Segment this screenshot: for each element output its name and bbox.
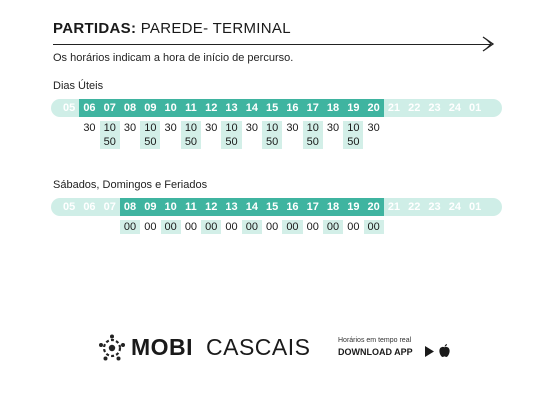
realtime-label: Horários em tempo real — [338, 337, 412, 344]
departure-minute: 30 — [205, 122, 218, 134]
departure-minute: 50 — [100, 135, 120, 149]
hour-cell: 16 — [286, 102, 299, 114]
weekends-hour-bar — [51, 198, 502, 216]
hour-cell: 20 — [367, 201, 380, 213]
chevron-right-icon — [481, 36, 495, 52]
hour-cell: 01 — [469, 102, 482, 114]
hour-cell: 13 — [225, 201, 238, 213]
hour-cell: 09 — [144, 201, 157, 213]
download-app-label[interactable]: DOWNLOAD APP — [338, 347, 413, 357]
hour-cell: 08 — [123, 201, 137, 213]
departure-minute: 00 — [266, 221, 279, 233]
departure-minute: 00 — [242, 220, 262, 234]
departure-minute: 30 — [286, 122, 299, 134]
hour-cell: 17 — [306, 201, 319, 213]
hour-cell: 10 — [164, 102, 177, 114]
departure-minute: 30 — [367, 122, 380, 134]
schedule-note: Os horários indicam a hora de início de percurso. — [53, 52, 294, 64]
hour-cell: 14 — [245, 201, 258, 213]
hour-cell: 16 — [286, 201, 299, 213]
hour-cell: 06 — [83, 201, 96, 213]
departure-minute: 10 — [100, 121, 120, 135]
page-title — [53, 20, 291, 37]
hour-cell: 12 — [205, 102, 218, 114]
hour-cell: 18 — [326, 102, 340, 114]
hour-cell: 24 — [448, 102, 461, 114]
departure-minute: 10 — [343, 121, 363, 135]
departure-minute: 00 — [364, 220, 384, 234]
weekdays-departures — [51, 121, 502, 151]
hour-cell: 19 — [347, 102, 360, 114]
hour-cell: 05 — [63, 102, 76, 114]
departure-minute: 00 — [184, 221, 198, 233]
hour-cell: 05 — [63, 201, 76, 213]
weekends-label: Sábados, Domingos e Feriados — [53, 179, 208, 191]
hour-cell: 20 — [367, 102, 380, 114]
departure-minute: 50 — [262, 135, 282, 149]
hour-cell: 06 — [83, 102, 96, 114]
hour-cell: 23 — [428, 102, 441, 114]
hour-cell: 15 — [266, 102, 279, 114]
title-route: PAREDE- TERMINAL — [140, 20, 291, 37]
departure-minute: 50 — [221, 135, 241, 149]
mobi-logo-icon — [98, 334, 126, 362]
departure-minute: 30 — [245, 122, 258, 134]
weekdays-hour-bar — [51, 99, 502, 117]
hour-cell: 09 — [144, 102, 157, 114]
departure-minute: 10 — [181, 121, 201, 135]
hour-cell: 23 — [428, 201, 441, 213]
departure-minute: 50 — [303, 135, 323, 149]
departure-minute: 00 — [225, 221, 238, 233]
hour-cell: 21 — [387, 102, 401, 114]
hour-cell: 15 — [266, 201, 279, 213]
departure-minute: 10 — [140, 121, 160, 135]
departure-minute: 10 — [221, 121, 241, 135]
departure-minute: 50 — [181, 135, 201, 149]
logo-mobi: MOBI — [131, 334, 194, 360]
departure-minute: 30 — [164, 122, 177, 134]
hour-cell: 24 — [448, 201, 461, 213]
departure-minute: 00 — [144, 221, 157, 233]
departure-minute: 10 — [303, 121, 323, 135]
departure-minute: 50 — [140, 135, 160, 149]
hour-cell: 07 — [103, 102, 116, 114]
departure-minute: 00 — [201, 220, 221, 234]
hour-cell: 08 — [123, 102, 137, 114]
hour-cell: 11 — [185, 102, 197, 114]
hour-cell: 22 — [408, 201, 421, 213]
apple-icon[interactable] — [438, 343, 451, 358]
hour-cell: 17 — [306, 102, 319, 114]
departure-minute: 30 — [123, 122, 137, 134]
title-prefix: PARTIDAS: — [53, 20, 137, 37]
departure-minute: 00 — [347, 221, 360, 233]
departure-minute: 00 — [161, 220, 181, 234]
weekdays-label: Dias Úteis — [53, 80, 104, 92]
departure-minute: 50 — [343, 135, 363, 149]
hour-cell: 21 — [387, 201, 401, 213]
google-play-icon[interactable] — [424, 345, 435, 358]
departure-minute: 00 — [282, 220, 302, 234]
hour-cell: 07 — [103, 201, 116, 213]
hour-cell: 11 — [185, 201, 197, 213]
hour-cell: 19 — [347, 201, 360, 213]
departure-minute: 10 — [262, 121, 282, 135]
hour-cell: 14 — [245, 102, 258, 114]
logo-cascais: CASCAIS — [206, 334, 311, 360]
departure-minute: 30 — [326, 122, 340, 134]
departure-minute: 30 — [83, 122, 96, 134]
departure-minute: 00 — [323, 220, 343, 234]
weekends-departures — [51, 220, 502, 236]
route-arrow-line — [53, 44, 491, 45]
hour-cell: 01 — [469, 201, 482, 213]
hour-cell: 22 — [408, 102, 421, 114]
hour-cell: 18 — [326, 201, 340, 213]
departure-minute: 00 — [120, 220, 140, 234]
hour-cell: 12 — [205, 201, 218, 213]
departure-minute: 00 — [306, 221, 319, 233]
hour-cell: 13 — [225, 102, 238, 114]
hour-cell: 10 — [164, 201, 177, 213]
